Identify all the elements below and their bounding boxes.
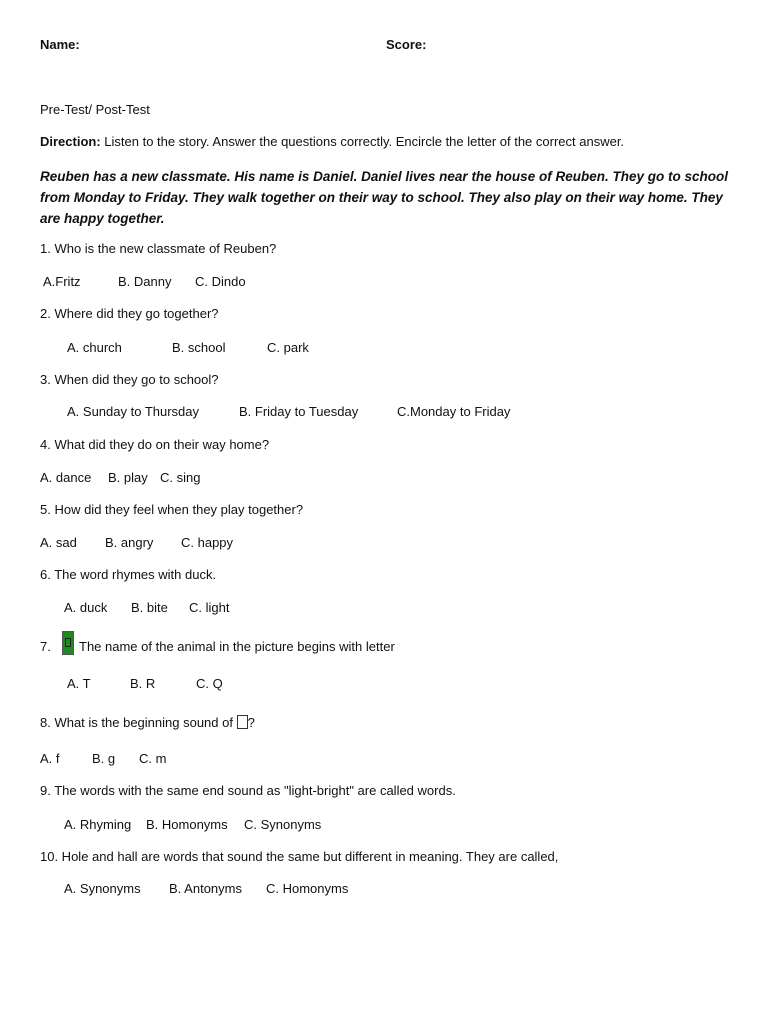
direction-text: Listen to the story. Answer the questions correctly. Encircle the letter of the correct answer.: [100, 134, 625, 149]
q1-option-c[interactable]: C. Dindo: [195, 274, 246, 289]
q4-option-c[interactable]: C. sing: [160, 470, 201, 485]
q1-option-a[interactable]: A.Fritz: [43, 274, 81, 289]
q2-option-b[interactable]: B. school: [172, 340, 226, 355]
q1-option-b[interactable]: B. Danny: [118, 274, 172, 289]
direction: [40, 134, 624, 149]
question-5: 5. How did they feel when they play together?: [40, 502, 304, 517]
q5-option-b[interactable]: B. angry: [105, 535, 154, 550]
q5-option-a[interactable]: A. sad: [40, 535, 77, 550]
question-8-suffix: ?: [247, 715, 255, 730]
question-1: 1. Who is the new classmate of Reuben?: [40, 241, 277, 256]
q7-option-c[interactable]: C. Q: [196, 676, 223, 691]
q8-option-c[interactable]: C. m: [139, 751, 167, 766]
q8-option-b[interactable]: B. g: [92, 751, 116, 766]
question-7: The name of the animal in the picture begins with letter: [79, 639, 395, 654]
q6-option-c[interactable]: C. light: [189, 600, 230, 615]
question-8: [40, 715, 255, 731]
q6-option-b[interactable]: B. bite: [131, 600, 168, 615]
q3-option-b[interactable]: B. Friday to Tuesday: [239, 404, 359, 419]
q7-option-a[interactable]: A. T: [67, 676, 91, 691]
test-title: Pre-Test/ Post-Test: [40, 102, 150, 117]
q9-option-a[interactable]: A. Rhyming: [64, 817, 132, 832]
q9-option-c[interactable]: C. Synonyms: [244, 817, 322, 832]
direction-label: Direction:: [40, 134, 101, 149]
q2-option-c[interactable]: C. park: [267, 340, 309, 355]
q4-option-b[interactable]: B. play: [108, 470, 148, 485]
question-3: 3. When did they go to school?: [40, 372, 219, 387]
animal-picture-icon: [62, 632, 74, 656]
q8-option-a[interactable]: A. f: [40, 751, 60, 766]
question-4: 4. What did they do on their way home?: [40, 437, 270, 452]
question-7-number: 7.: [40, 639, 51, 654]
q9-option-b[interactable]: B. Homonyms: [146, 817, 228, 832]
q7-option-b[interactable]: B. R: [130, 676, 156, 691]
picture-placeholder-icon: [237, 715, 248, 729]
score-label: Score:: [386, 37, 427, 52]
q3-option-a[interactable]: A. Sunday to Thursday: [67, 404, 200, 419]
q10-option-c[interactable]: C. Homonyms: [266, 881, 349, 896]
question-9: 9. The words with the same end sound as "light-bright" are called words.: [40, 783, 456, 798]
name-label: Name:: [40, 37, 80, 52]
question-2: 2. Where did they go together?: [40, 306, 219, 321]
q4-option-a[interactable]: A. dance: [40, 470, 92, 485]
story-paragraph: Reuben has a new classmate. His name is Daniel. Daniel lives near the house of Reuben. They go to school from Monday to Friday. They walk together on their way to school. They also play on their way home. They are happy together.: [40, 169, 728, 226]
q10-option-b[interactable]: B. Antonyms: [169, 881, 242, 896]
question-6: 6. The word rhymes with duck.: [40, 567, 217, 582]
q3-option-c[interactable]: C.Monday to Friday: [397, 404, 511, 419]
question-10: 10. Hole and hall are words that sound the same but different in meaning. They are called,: [40, 849, 559, 864]
question-8-text: 8. What is the beginning sound of: [40, 715, 233, 730]
q10-option-a[interactable]: A. Synonyms: [64, 881, 141, 896]
q2-option-a[interactable]: A. church: [67, 340, 122, 355]
q6-option-a[interactable]: A. duck: [64, 600, 108, 615]
q5-option-c[interactable]: C. happy: [181, 535, 234, 550]
